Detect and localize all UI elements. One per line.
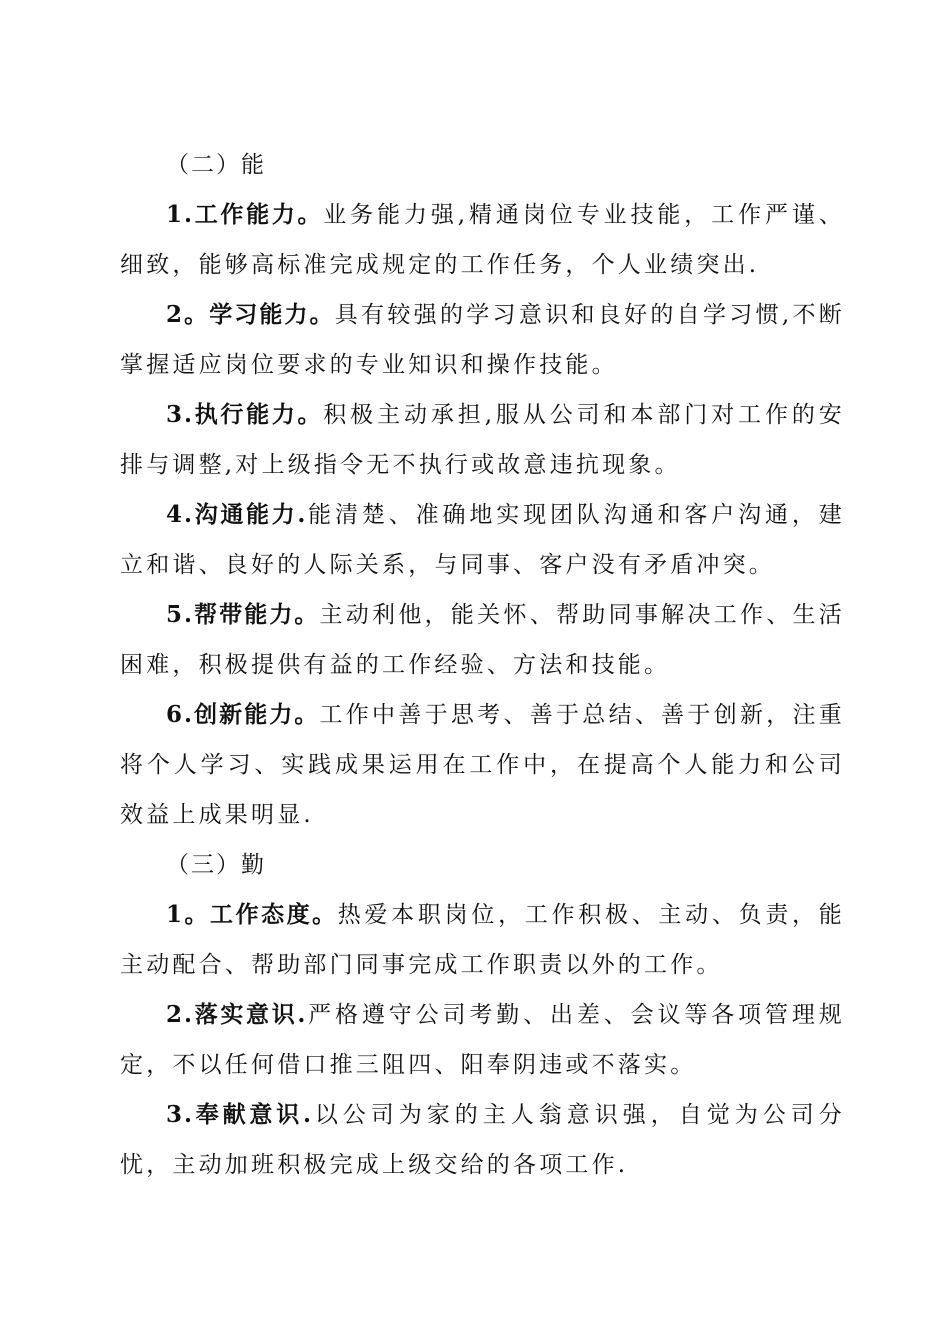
paragraph-work-ability	[120, 190, 845, 290]
paragraph-mentoring-ability	[120, 590, 845, 690]
paragraph-text: 主动利他，能关怀、帮助同事解决工作、生活困难，积极提供有益的工作经验、方法和技能。	[120, 602, 846, 678]
section-heading-qin: （三）勤	[166, 852, 266, 878]
paragraph-text: 积极主动承担,服从公司和本部门对工作的安排与调整,对上级指令无不执行或故意违抗现象。	[120, 402, 846, 478]
paragraph-lead: 4.沟通能力.	[166, 501, 308, 528]
paragraph-innovation-ability	[120, 690, 845, 840]
paragraph-work-attitude	[120, 890, 845, 990]
paragraph-text: 以公司为家的主人翁意识强，自觉为公司分忧，主动加班积极完成上级交给的各项工作.	[120, 1102, 845, 1178]
paragraph-lead: 2。学习能力。	[166, 301, 335, 328]
paragraph-lead: 1。工作态度。	[166, 901, 338, 928]
paragraph-lead: 3.奉献意识.	[166, 1101, 314, 1128]
paragraph-lead: 2.落实意识.	[166, 1001, 308, 1028]
paragraph-dedication-awareness	[120, 1090, 845, 1190]
paragraph-implementation-awareness	[120, 990, 845, 1090]
paragraph-text: 工作中善于思考、善于总结、善于创新，注重将个人学习、实践成果运用在工作中，在提高个人能力和公司效益上成果明显.	[120, 702, 846, 828]
paragraph-text: 能清楚、准确地实现团队沟通和客户沟通，建立和谐、良好的人际关系，与同事、客户没有矛盾冲突。	[120, 502, 845, 578]
paragraph-lead: 1.工作能力。	[166, 201, 324, 228]
paragraph-lead: 5.帮带能力。	[166, 601, 320, 628]
paragraph-communication-ability	[120, 490, 845, 590]
paragraph-text: 热爱本职岗位，工作积极、主动、负责，能主动配合、帮助部门同事完成工作职责以外的工作。	[120, 902, 845, 978]
paragraph-text: 业务能力强,精通岗位专业技能，工作严谨、细致，能够高标准完成规定的工作任务，个人业绩突出.	[120, 202, 846, 278]
section-heading-neng: （二）能	[166, 152, 266, 178]
paragraph-learning-ability	[120, 290, 845, 390]
paragraph-text: 严格遵守公司考勤、出差、会议等各项管理规定，不以任何借口推三阻四、阳奉阴违或不落实。	[120, 1002, 845, 1078]
paragraph-lead: 3.执行能力。	[166, 401, 324, 428]
paragraph-text: 具有较强的学习意识和良好的自学习惯,不断掌握适应岗位要求的专业知识和操作技能。	[120, 302, 845, 378]
document-page	[120, 140, 845, 1190]
paragraph-execution-ability	[120, 390, 845, 490]
paragraph-lead: 6.创新能力。	[166, 701, 320, 728]
